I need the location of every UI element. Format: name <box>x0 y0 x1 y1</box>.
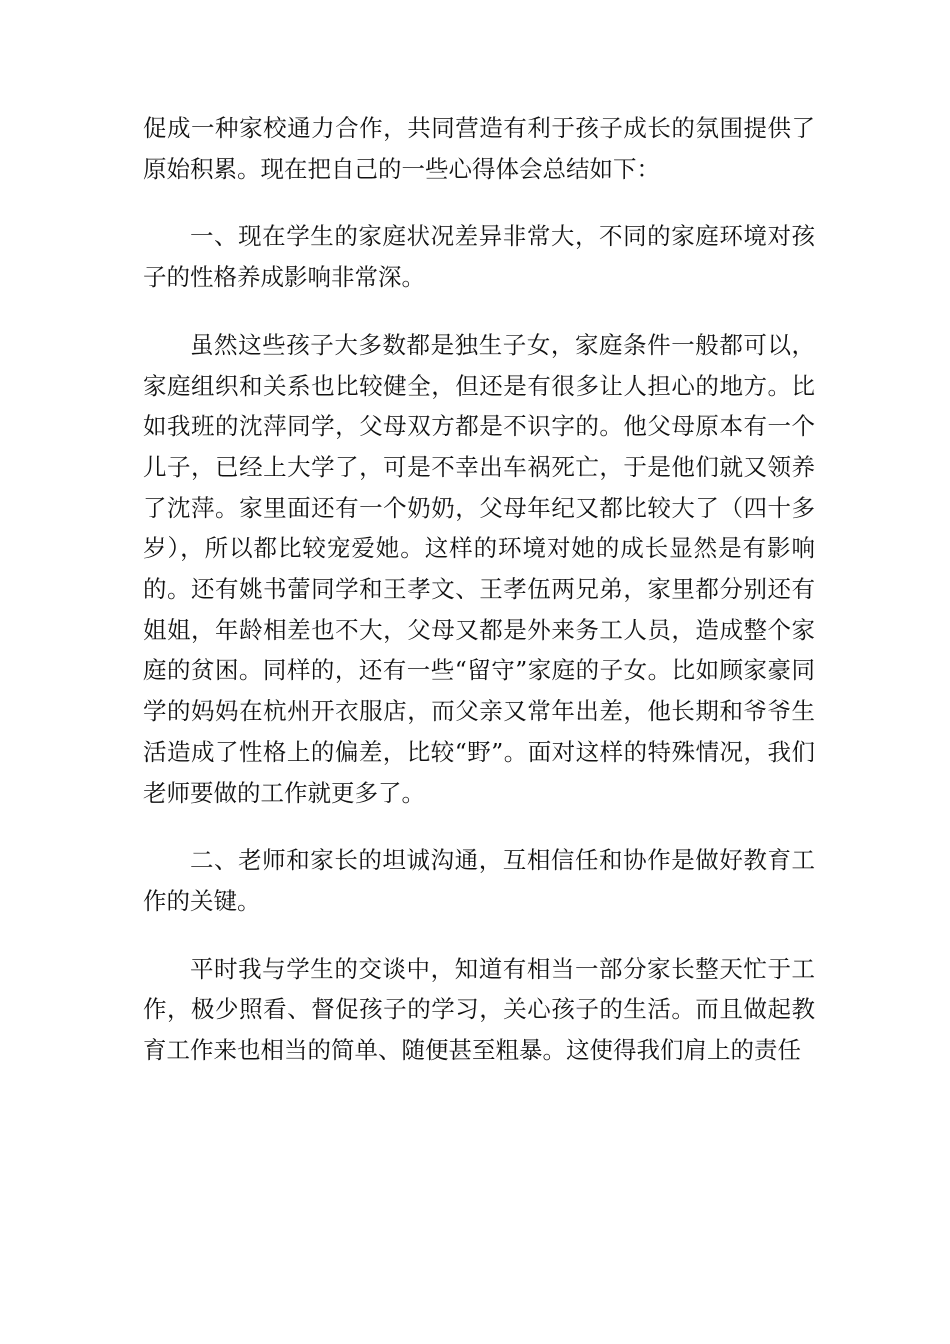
paragraph-section-one-body: 虽然这些孩子大多数都是独生子女，家庭条件一般都可以，家庭组织和关系也比较健全，但还是有很多让人担心的地方。比如我班的沈萍同学，父母双方都是不识字的。他父母原本有一个儿子，已经上大学了，可是不幸出车祸死亡，于是他们就又领养了沈萍。家里面还有一个奶奶，父母年纪又都比较大了（四十多岁），所以都比较宠爱她。这样的环境对她的成长显然是有影响的。还有姚书蕾同学和王孝文、王孝伍两兄弟，家里都分别还有姐姐，年龄相差也不大，父母又都是外来务工人员，造成整个家庭的贫困。同样的，还有一些“留守”家庭的子女。比如顾家豪同学的妈妈在杭州开衣服店，而父亲又常年出差，他长期和爷爷生活造成了性格上的偏差，比较“野”。面对这样的特殊情况，我们老师要做的工作就更多了。 <box>143 330 815 807</box>
paragraph-section-one-heading: 一、现在学生的家庭状况差异非常大，不同的家庭环境对孩子的性格养成影响非常深。 <box>143 222 815 292</box>
document-body <box>143 108 815 1098</box>
paragraph-section-two-heading: 二、老师和家长的坦诚沟通，互相信任和协作是做好教育工作的关键。 <box>143 846 815 915</box>
paragraph-intro-continuation: 促成一种家校通力合作，共同营造有利于孩子成长的氛围提供了原始积累。现在把自己的一些心得体会总结如下： <box>143 114 815 183</box>
paragraph-section-two-body: 平时我与学生的交谈中，知道有相当一部分家长整天忙于工作，极少照看、督促孩子的学习，关心孩子的生活。而且做起教育工作来也相当的简单、随便甚至粗暴。这使得我们肩上的责任 <box>143 954 815 1065</box>
